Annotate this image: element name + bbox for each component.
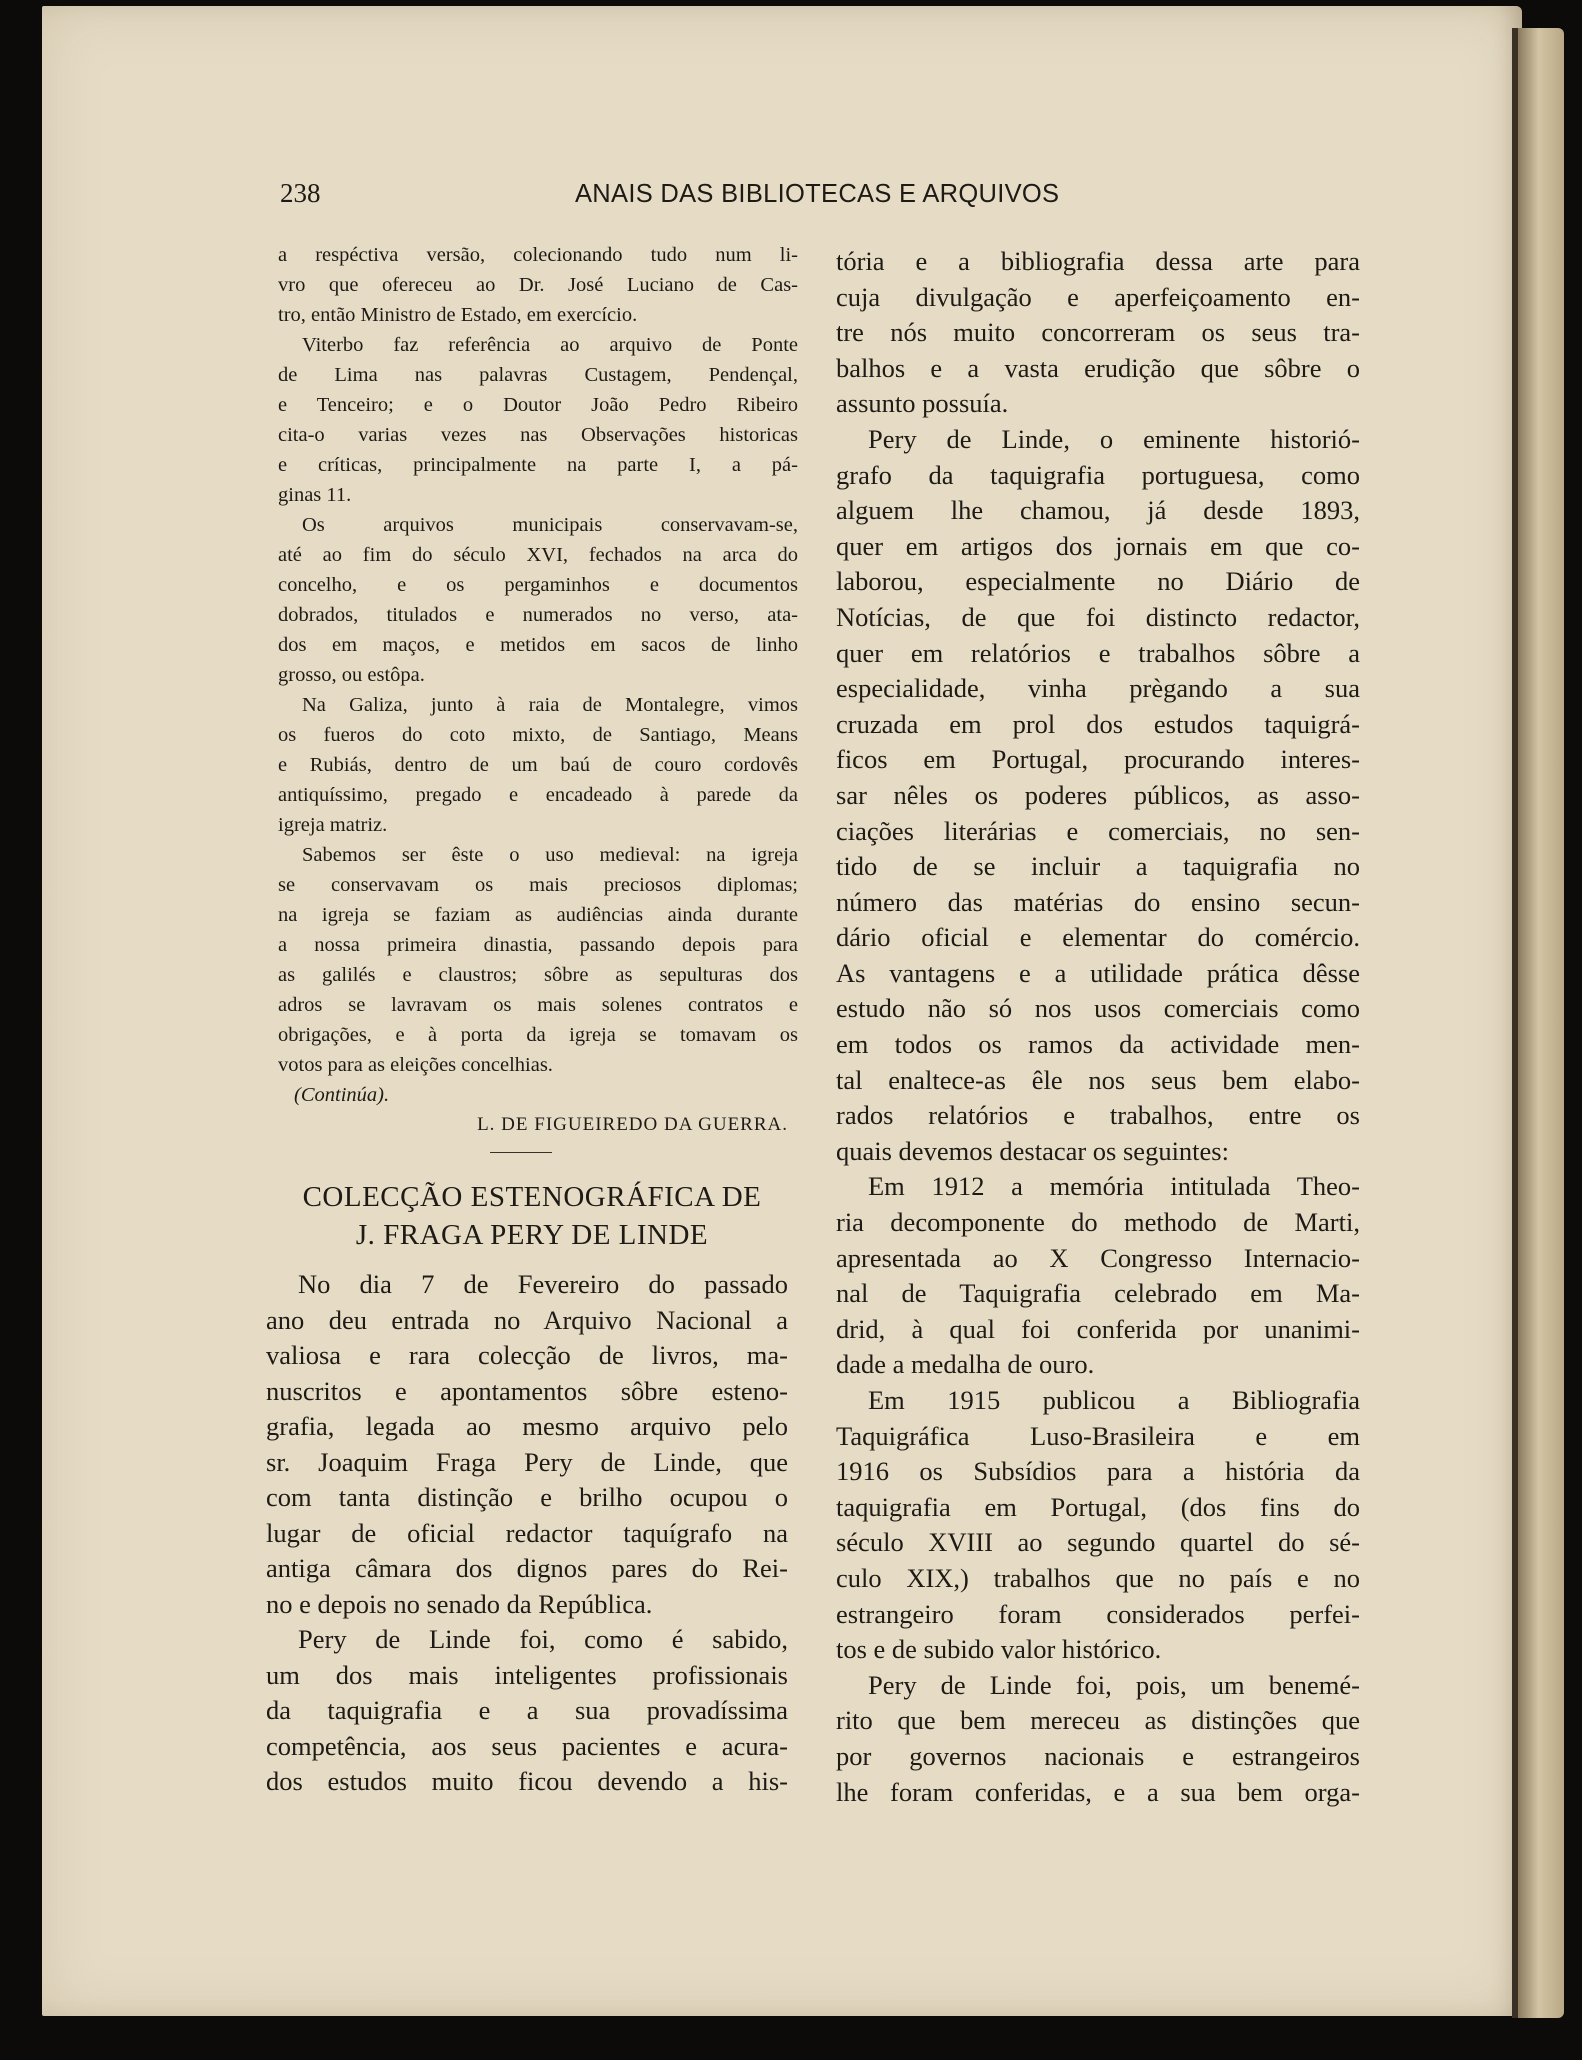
- text-line: a respéctiva versão, colecionando tudo num li-: [278, 244, 798, 266]
- text-line: assunto possuía.: [836, 388, 1009, 419]
- text-line: grosso, ou estôpa.: [278, 664, 425, 686]
- text-line: balhos e a vasta erudição que sôbre o: [836, 352, 1360, 383]
- text-line: século XVIII ao segundo quartel do sé-: [836, 1527, 1360, 1558]
- text-line: estudo não só nos usos comerciais como: [836, 993, 1360, 1024]
- text-line: na igreja se faziam as audiências ainda durante: [278, 904, 798, 926]
- text-line: nuscritos e apontamentos sôbre esteno-: [266, 1375, 788, 1406]
- text-line: Em 1915 publicou a Bibliografia: [868, 1385, 1360, 1415]
- text-line: rados relatórios e trabalhos, entre os: [836, 1100, 1360, 1131]
- text-line: e críticas, principalmente na parte I, a pá-: [278, 454, 798, 476]
- text-line: dário oficial e elementar do comércio.: [836, 922, 1360, 953]
- text-line: lugar de oficial redactor taquígrafo na: [266, 1517, 788, 1548]
- text-line: lhe foram conferidas, e a sua bem orga-: [836, 1776, 1360, 1807]
- text-line: nal de Taquigrafia celebrado em Ma-: [836, 1278, 1360, 1309]
- text-line: laborou, especialmente no Diário de: [836, 566, 1360, 597]
- text-line: dos em maços, e metidos em sacos de linho: [278, 634, 798, 656]
- text-line: cuja divulgação e aperfeiçoamento en-: [836, 281, 1360, 312]
- next-page-edge: [1518, 28, 1564, 2018]
- text-line: No dia 7 de Fevereiro do passado: [298, 1269, 788, 1299]
- article-title: [262, 1178, 802, 1254]
- text-line: tória e a bibliografia dessa arte para: [836, 246, 1360, 276]
- text-line: tos e de subido valor histórico.: [836, 1634, 1162, 1665]
- text-line: vro que ofereceu ao Dr. José Luciano de Cas-: [278, 274, 798, 296]
- text-line: as galilés e claustros; sôbre as sepulturas dos: [278, 964, 798, 986]
- text-line: em todos os ramos da actividade men-: [836, 1029, 1360, 1060]
- text-line: ciações literárias e comerciais, no sen-: [836, 815, 1360, 846]
- text-line: os fueros do coto mixto, de Santiago, Means: [278, 724, 798, 746]
- text-line: competência, aos seus pacientes e acura-: [266, 1730, 788, 1761]
- text-line: concelho, e os pergaminhos e documentos: [278, 574, 798, 596]
- text-line: adros se lavravam os mais solenes contratos e: [278, 994, 798, 1016]
- text-line: Os arquivos municipais conservavam-se,: [302, 514, 798, 536]
- text-line: rito que bem mereceu as distinções que: [836, 1705, 1360, 1736]
- left-column-bottom: [266, 1267, 788, 1800]
- text-line: da taquigrafia e a sua provadíssima: [266, 1695, 788, 1725]
- text-line: até ao fim do século XVI, fechados na arca do: [278, 544, 798, 566]
- text-line: um dos mais inteligentes profissionais: [266, 1659, 788, 1690]
- text-line: tal enaltece-as êle nos seus bem elabo-: [836, 1064, 1360, 1095]
- text-line: se conservavam os mais preciosos diplomas;: [278, 874, 798, 896]
- text-line: no e depois no senado da República.: [266, 1588, 653, 1619]
- text-line: Pery de Linde, o eminente historió-: [868, 423, 1360, 454]
- text-line: igreja matriz.: [278, 814, 388, 836]
- left-column-top: [278, 240, 798, 1140]
- text-line: Em 1912 a memória intitulada Theo-: [868, 1171, 1360, 1202]
- text-line: por governos nacionais e estrangeiros: [836, 1740, 1360, 1771]
- text-line: dade a medalha de ouro.: [836, 1349, 1095, 1380]
- text-line: taquigrafia em Portugal, (dos fins do: [836, 1491, 1360, 1522]
- text-line: Pery de Linde foi, pois, um benemé-: [868, 1669, 1360, 1700]
- right-column: [836, 244, 1360, 1810]
- text-line: Sabemos ser êste o uso medieval: na igreja: [302, 844, 798, 866]
- text-line: grafo da taquigrafia portuguesa, como: [836, 459, 1360, 490]
- text-line: Pery de Linde foi, como é sabido,: [298, 1624, 788, 1654]
- text-line: ginas 11.: [278, 484, 352, 506]
- section-divider: [490, 1152, 552, 1153]
- text-line: grafia, legada ao mesmo arquivo pelo: [266, 1411, 788, 1441]
- text-line: obrigações, e à porta da igreja se tomavam os: [278, 1024, 798, 1046]
- text-line: votos para as eleições concelhias.: [278, 1054, 553, 1076]
- text-line: ficos em Portugal, procurando interes-: [836, 744, 1360, 775]
- text-line: quer em artigos dos jornais em que co-: [836, 530, 1360, 561]
- text-line: cruzada em prol dos estudos taquigrá-: [836, 708, 1360, 739]
- text-line: número das matérias do ensino secun-: [836, 886, 1360, 917]
- text-line: de Lima nas palavras Custagem, Pendençal,: [278, 364, 798, 386]
- text-line: antiga câmara dos dignos pares do Rei-: [266, 1553, 788, 1583]
- continua-note: (Continúa).: [294, 1084, 390, 1106]
- text-line: ria decomponente do methodo de Marti,: [836, 1207, 1360, 1238]
- text-line: dos estudos muito ficou devendo a his-: [266, 1766, 788, 1796]
- text-line: quais devemos destacar os seguintes:: [836, 1135, 1229, 1166]
- text-line: tro, então Ministro de Estado, em exercício.: [278, 304, 638, 326]
- text-line: especialidade, vinha prègando a sua: [836, 673, 1360, 704]
- text-line: drid, à qual foi conferida por unanimi-: [836, 1313, 1360, 1344]
- text-line: dobrados, titulados e numerados no verso, ata-: [278, 604, 798, 626]
- text-line: Notícias, de que foi distincto redactor,: [836, 601, 1360, 632]
- article-title-line: COLECÇÃO ESTENOGRÁFICA DE: [302, 1181, 762, 1213]
- page-number: 238: [280, 178, 321, 208]
- text-line: sr. Joaquim Fraga Pery de Linde, que: [266, 1446, 788, 1477]
- text-line: sar nêles os poderes públicos, as asso-: [836, 779, 1360, 810]
- text-line: tido de se incluir a taquigrafia no: [836, 851, 1360, 882]
- text-line: valiosa e rara colecção de livros, ma-: [266, 1340, 788, 1370]
- text-line: ano deu entrada no Arquivo Nacional a: [266, 1304, 788, 1335]
- text-line: antiquíssimo, pregado e encadeado à parede da: [278, 784, 798, 806]
- text-line: a nossa primeira dinastia, passando depois para: [278, 934, 798, 956]
- text-line: Viterbo faz referência ao arquivo de Ponte: [302, 334, 798, 356]
- text-line: Taquigráfica Luso-Brasileira e em: [836, 1420, 1360, 1451]
- text-line: cita-o varias vezes nas Observações historicas: [278, 424, 798, 446]
- text-line: As vantagens e a utilidade prática dêsse: [836, 957, 1360, 988]
- text-line: estrangeiro foram considerados perfei-: [836, 1598, 1360, 1629]
- text-line: culo XIX,) trabalhos que no país e no: [836, 1562, 1360, 1593]
- text-line: tre nós muito concorreram os seus tra-: [836, 317, 1360, 348]
- text-line: quer em relatórios e trabalhos sôbre a: [836, 637, 1360, 668]
- text-line: com tanta distinção e brilho ocupou o: [266, 1482, 788, 1512]
- text-line: e Rubiás, dentro de um baú de couro cordovês: [278, 754, 798, 776]
- author-signature: L. DE FIGUEIREDO DA GUERRA.: [477, 1114, 788, 1135]
- article-title-line: J. FRAGA PERY DE LINDE: [355, 1219, 709, 1251]
- text-line: apresentada ao X Congresso Internacio-: [836, 1242, 1360, 1273]
- running-head: ANAIS DAS BIBLIOTECAS E ARQUIVOS: [575, 180, 1060, 208]
- text-line: 1916 os Subsídios para a história da: [836, 1456, 1360, 1487]
- text-line: alguem lhe chamou, já desde 1893,: [836, 495, 1360, 526]
- page-header: [280, 178, 1380, 218]
- text-line: Na Galiza, junto à raia de Montalegre, vimos: [302, 694, 798, 716]
- text-line: e Tenceiro; e o Doutor João Pedro Ribeiro: [278, 394, 798, 416]
